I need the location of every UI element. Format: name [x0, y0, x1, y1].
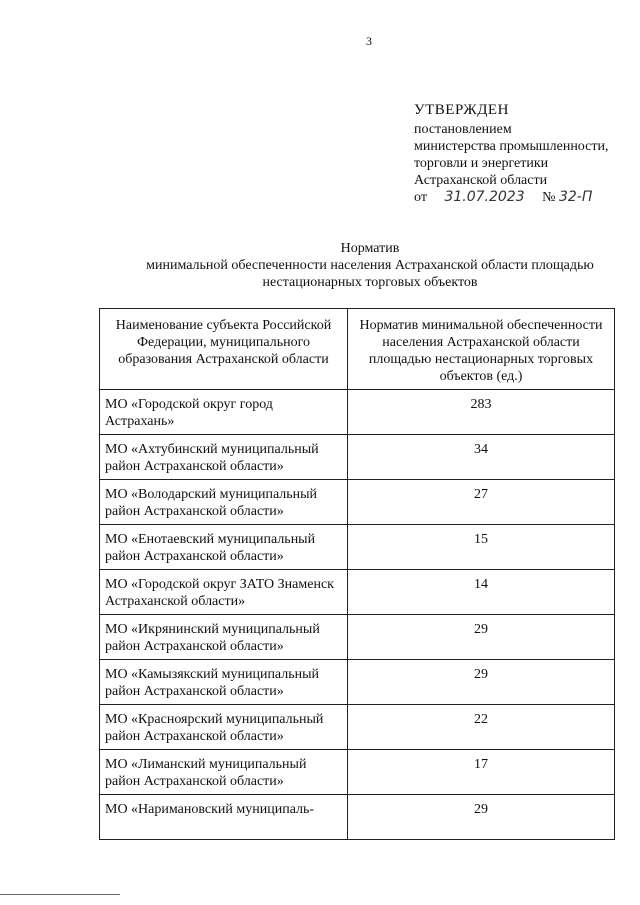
approval-date: 31.07.2023 — [444, 189, 525, 205]
title-line: Норматив — [340, 241, 400, 256]
header-municipality: Наименование субъекта Российской Федерации, муниципального образования Астраханской области — [100, 309, 348, 390]
footnote-divider — [0, 894, 120, 895]
date-prefix: от — [414, 190, 427, 205]
table-row — [100, 795, 615, 840]
norm-value: 29 — [348, 615, 615, 660]
municipality-name: МО «Городской округ город Астрахань» — [100, 390, 348, 435]
approval-heading: УТВЕРЖДЕН — [414, 102, 509, 118]
municipality-name: МО «Енотаевский муниципальный район Астраханской области» — [100, 525, 348, 570]
municipality-name: МО «Городской округ ЗАТО Знаменск Астраханской области» — [100, 570, 348, 615]
approval-number: 32-П — [558, 189, 593, 205]
norm-value: 17 — [348, 750, 615, 795]
table-row — [100, 525, 615, 570]
title-line: минимальной обеспеченности населения Астраханской области площадью — [146, 258, 594, 273]
approval-date-line — [414, 189, 608, 206]
municipality-name: МО «Икрянинский муниципальный район Астраханской области» — [100, 615, 348, 660]
municipality-name: МО «Ахтубинский муниципальный район Астраханской области» — [100, 435, 348, 480]
table-row — [100, 615, 615, 660]
table-row — [100, 705, 615, 750]
municipality-name: МО «Лиманский муниципальный район Астраханской области» — [100, 750, 348, 795]
table-row — [100, 750, 615, 795]
number-prefix: № — [542, 190, 556, 205]
norms-table — [99, 308, 615, 840]
table-row — [100, 480, 615, 525]
table-header-row — [100, 309, 615, 390]
norm-value: 29 — [348, 660, 615, 705]
approval-line: постановлением — [414, 122, 512, 137]
document-title — [100, 240, 640, 291]
approval-line: Астраханской области — [414, 173, 548, 188]
title-line: нестационарных торговых объектов — [262, 275, 478, 290]
approval-line: торговли и энергетики — [414, 156, 549, 171]
table-row — [100, 435, 615, 480]
table-row — [100, 660, 615, 705]
norm-value: 15 — [348, 525, 615, 570]
municipality-name: МО «Камызякский муниципальный район Астраханской области» — [100, 660, 348, 705]
header-norm: Норматив минимальной обеспеченности населения Астраханской области площадью нестационарных торговых объектов (ед.) — [348, 309, 615, 390]
table-row — [100, 570, 615, 615]
norm-value: 27 — [348, 480, 615, 525]
municipality-name: МО «Наримановский муниципаль- — [100, 795, 348, 840]
norm-value: 29 — [348, 795, 615, 840]
municipality-name: МО «Володарский муниципальный район Астраханской области» — [100, 480, 348, 525]
page-number: 3 — [366, 34, 372, 48]
approval-line: министерства промышленности, — [414, 139, 609, 154]
norm-value: 283 — [348, 390, 615, 435]
approval-block — [414, 102, 608, 206]
table-row — [100, 390, 615, 435]
norm-value: 22 — [348, 705, 615, 750]
norm-value: 14 — [348, 570, 615, 615]
norm-value: 34 — [348, 435, 615, 480]
municipality-name: МО «Красноярский муниципальный район Астраханской области» — [100, 705, 348, 750]
